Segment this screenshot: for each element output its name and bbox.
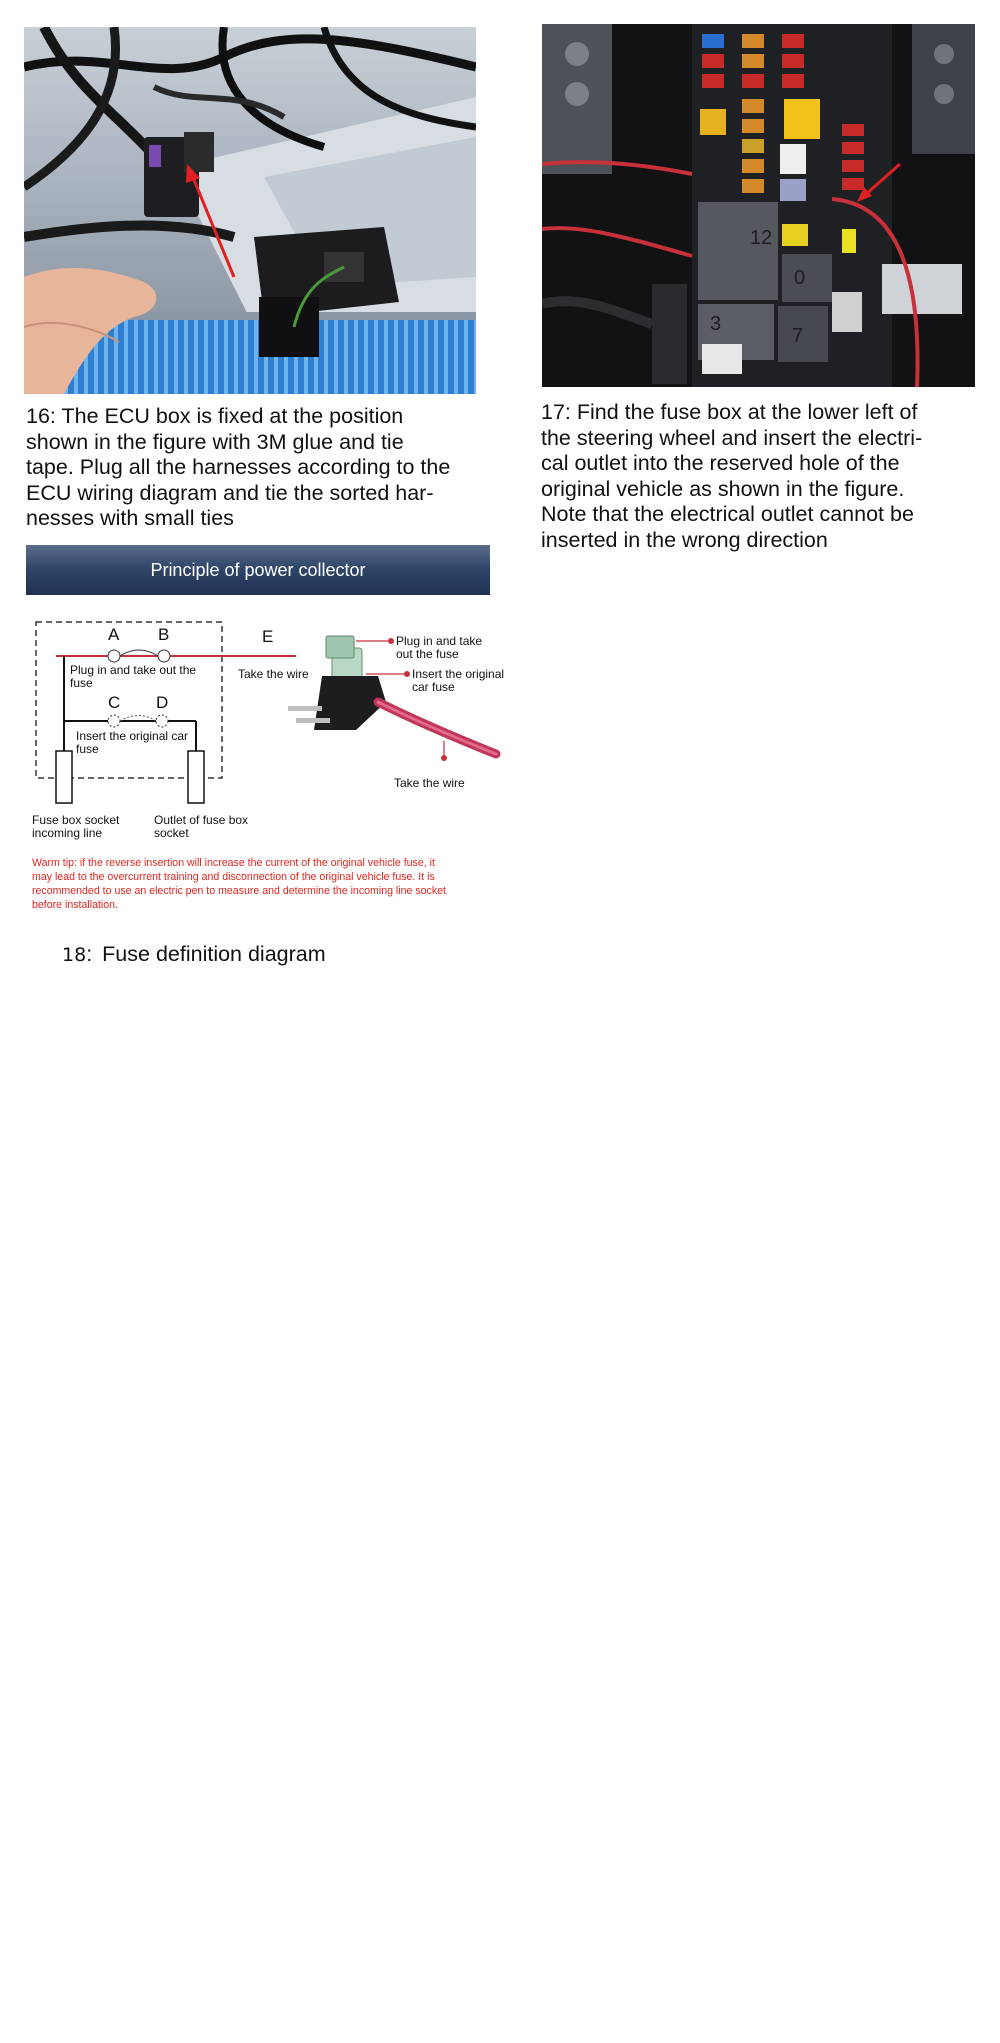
warm-tip-line: Warm tip: if the reverse insertion will increase the current of the original vehicle fuse, it bbox=[32, 857, 435, 869]
fuse-tap-device bbox=[288, 636, 496, 754]
step-18-text: Fuse definition diagram bbox=[102, 942, 326, 966]
socket-in-rect bbox=[56, 751, 72, 803]
step-16-line: ECU wiring diagram and tie the sorted har- bbox=[26, 480, 434, 505]
warm-tip-line: before installation. bbox=[32, 899, 118, 911]
power-collector-banner: Principle of power collector bbox=[26, 545, 490, 595]
take-wire-bottom-label: Take the wire bbox=[394, 776, 465, 790]
insert-right-line: Insert the original bbox=[412, 667, 505, 681]
relay-label-12: 12 bbox=[750, 227, 773, 249]
socket-out-label-line: Outlet of fuse box bbox=[154, 813, 249, 827]
step-18-number: 18 bbox=[62, 944, 87, 966]
label-e: E bbox=[262, 627, 274, 646]
insert-label-line: Insert the original car bbox=[76, 729, 189, 743]
plug-in-label-line: fuse bbox=[70, 676, 93, 690]
insert-right-line: car fuse bbox=[412, 680, 455, 694]
warm-tip-line: recommended to use an electric pen to measure and determine the incoming line socket bbox=[32, 885, 446, 897]
plug-in-right-line: out the fuse bbox=[396, 647, 459, 661]
step-17-line: inserted in the wrong direction bbox=[541, 527, 828, 552]
relay-label-3: 3 bbox=[710, 313, 722, 335]
socket-out-label-line: socket bbox=[154, 826, 189, 840]
ecu-photo bbox=[24, 27, 476, 394]
socket-out-rect bbox=[188, 751, 204, 803]
step-17-line: cal outlet into the reserved hole of the bbox=[541, 451, 900, 475]
warm-tip-line: may lead to the overcurrent training and disconnection of the original vehicle fuse. It is bbox=[32, 871, 435, 883]
fuse-diagram-svg bbox=[26, 606, 524, 928]
step-17-line: Note that the electrical outlet cannot be bbox=[541, 502, 914, 526]
step-16-line: tape. Plug all the harnesses according to the bbox=[26, 455, 451, 479]
plug-in-right-line: Plug in and take bbox=[396, 634, 483, 648]
plug-in-label-line: Plug in and take out the bbox=[70, 663, 197, 677]
label-b: B bbox=[158, 625, 170, 644]
point-b-circle bbox=[158, 650, 170, 662]
point-c-circle bbox=[108, 715, 120, 727]
step-17-line: the steering wheel and insert the electri- bbox=[541, 425, 923, 450]
step-18-separator: : bbox=[86, 942, 93, 966]
step-16-line: 16: The ECU box is fixed at the position bbox=[26, 404, 404, 428]
take-wire-top-label: Take the wire bbox=[238, 667, 309, 681]
label-d: D bbox=[156, 693, 169, 712]
ecu-photo-illustration bbox=[24, 27, 476, 394]
relay-label-0: 0 bbox=[794, 267, 806, 289]
label-a: A bbox=[108, 625, 120, 644]
socket-in-label-line: Fuse box socket bbox=[32, 813, 120, 827]
relay-label-7: 7 bbox=[792, 325, 804, 347]
fuse-box-illustration bbox=[542, 24, 975, 387]
point-d-circle bbox=[156, 715, 168, 727]
step-17-caption bbox=[541, 400, 981, 553]
label-c: C bbox=[108, 693, 121, 712]
socket-in-label-line: incoming line bbox=[32, 826, 103, 840]
insert-label-line: fuse bbox=[76, 742, 99, 756]
step-18-caption bbox=[62, 942, 482, 969]
fuse-diagram bbox=[26, 606, 524, 928]
step-17-line: original vehicle as shown in the figure. bbox=[541, 476, 905, 501]
step-16-caption bbox=[26, 404, 516, 532]
step-16-line: nesses with small ties bbox=[26, 506, 234, 530]
point-a-circle bbox=[108, 650, 120, 662]
step-17-line: 17: Find the fuse box at the lower left of bbox=[541, 400, 918, 424]
fuse-box-photo bbox=[542, 24, 975, 387]
step-16-line: shown in the figure with 3M glue and tie bbox=[26, 429, 404, 454]
